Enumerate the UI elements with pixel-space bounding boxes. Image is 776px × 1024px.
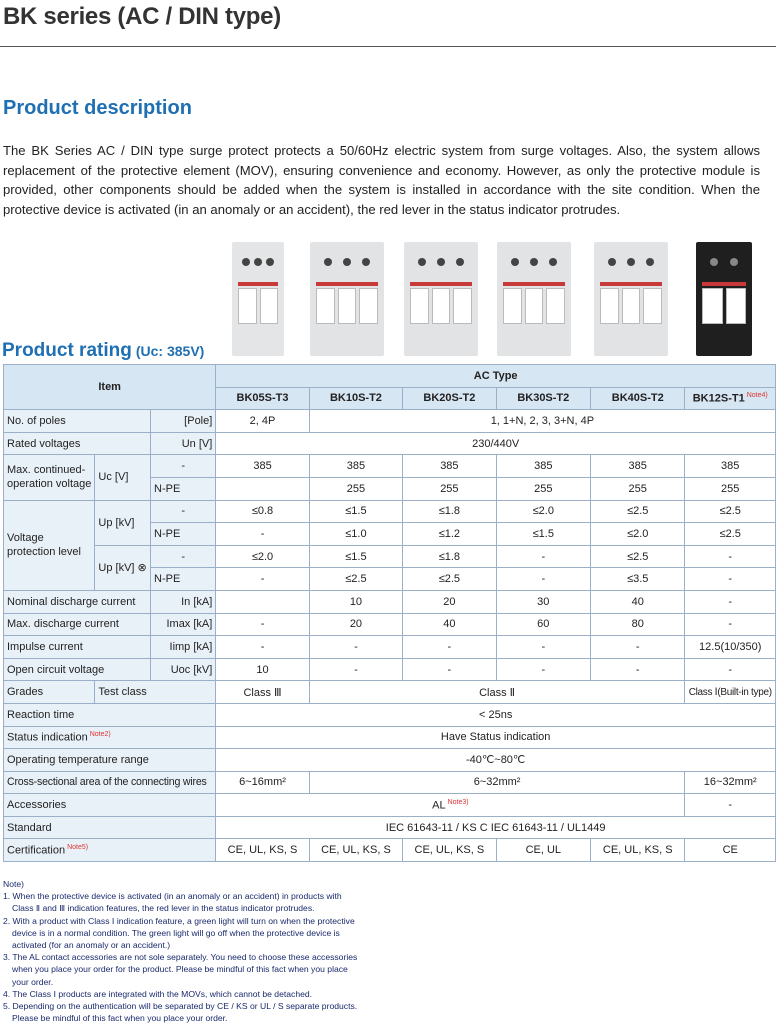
cell: ≤2.5 xyxy=(309,568,402,591)
cell: - xyxy=(309,658,402,681)
cell: 6~32mm² xyxy=(309,771,685,794)
model-header: BK30S-T2 xyxy=(496,387,590,410)
note-marker: Note3) xyxy=(447,798,469,806)
cell: - xyxy=(685,658,776,681)
page-title: BK series (AC / DIN type) xyxy=(3,3,281,30)
row-label: Nominal discharge current xyxy=(4,590,151,613)
row-sub: N-PE xyxy=(151,523,216,546)
cell: ≤1.8 xyxy=(403,500,496,523)
table-row xyxy=(4,839,776,862)
cell xyxy=(216,794,685,817)
row-label: Open circuit voltage xyxy=(4,658,151,681)
product-image-bk05s xyxy=(232,242,284,356)
cell: 40 xyxy=(403,613,496,636)
cell: - xyxy=(496,568,590,591)
cell: 230/440V xyxy=(216,432,776,455)
cell: ≤1.2 xyxy=(403,523,496,546)
cell: CE, UL, KS, S xyxy=(216,839,309,862)
table-row xyxy=(4,658,776,681)
model-header: BK10S-T2 xyxy=(309,387,402,410)
note-marker: Note4) xyxy=(746,392,768,400)
note-item: 5. Depending on the authentication will be separated by CE / KS or UL / S separate products. Please be mindful of this fact when you place your order. xyxy=(3,1001,358,1024)
cell: 385 xyxy=(403,455,496,478)
cell: 20 xyxy=(309,613,402,636)
cell: CE, UL xyxy=(496,839,590,862)
cell: ≤1.5 xyxy=(309,500,402,523)
row-label-text: Certification xyxy=(7,844,66,857)
cell: ≤1.5 xyxy=(309,545,402,568)
note-item: 4. The Class Ⅰ products are integrated with the MOVs, which cannot be detached. xyxy=(3,988,313,999)
row-sub: - xyxy=(151,455,216,478)
row-label: Grades xyxy=(4,681,95,704)
rating-title-text: Product rating xyxy=(2,340,132,361)
cell: 255 xyxy=(496,477,590,500)
cell: 255 xyxy=(403,477,496,500)
row-label: No. of poles xyxy=(4,410,151,433)
table-row xyxy=(4,771,776,794)
product-image-bk30s xyxy=(497,242,571,356)
model-header: BK05S-T3 xyxy=(216,387,309,410)
notes-heading: Note) xyxy=(3,879,25,889)
cell: ≤2.0 xyxy=(496,500,590,523)
table-row xyxy=(4,794,776,817)
table-row xyxy=(4,749,776,772)
cell: - xyxy=(685,613,776,636)
cell: ≤0.8 xyxy=(216,500,309,523)
cell: 255 xyxy=(309,477,402,500)
table-row xyxy=(4,590,776,613)
cell: 30 xyxy=(496,590,590,613)
cell: - xyxy=(216,568,309,591)
row-label: Reaction time xyxy=(4,703,216,726)
table-row xyxy=(4,636,776,659)
cell: - xyxy=(591,658,685,681)
description-paragraph: The BK Series AC / DIN type surge protect protects a 50/60Hz electric system from surge voltages. Also, the system allows replacement of the protective element (MOV), ensuring convenience and economy. However, as only the protective module is provided, other components should be added when the system is installed in accordance with the site condition. When the protective device is activated (in an anomaly or an accident), the red lever in the status indicator protrudes. xyxy=(3,143,760,217)
cell: Class Ⅱ xyxy=(309,681,685,704)
row-sub: Test class xyxy=(95,681,216,704)
row-unit: Uoc [kV] xyxy=(151,658,216,681)
row-sub: N-PE xyxy=(151,568,216,591)
cell: - xyxy=(496,545,590,568)
row-label xyxy=(4,726,216,749)
row-unit: Imax [kA] xyxy=(151,613,216,636)
row-sub: N-PE xyxy=(151,477,216,500)
note-marker: Note2) xyxy=(89,730,111,738)
row-label: Accessories xyxy=(4,794,216,817)
table-row xyxy=(4,545,776,568)
section-title: Product description xyxy=(3,97,192,119)
cell: ≤2.5 xyxy=(403,568,496,591)
cell: 10 xyxy=(309,590,402,613)
table-row xyxy=(4,613,776,636)
table-row xyxy=(4,726,776,749)
cell: Class Ⅰ(Built-in type) xyxy=(685,681,776,704)
table-row xyxy=(4,681,776,704)
cell xyxy=(216,477,309,500)
row-label: Voltage protection level xyxy=(4,500,95,590)
table-row xyxy=(4,432,776,455)
cell: - xyxy=(216,636,309,659)
cell: Have Status indication xyxy=(216,726,776,749)
cell xyxy=(216,590,309,613)
table-row xyxy=(4,816,776,839)
row-unit: [Pole] xyxy=(151,410,216,433)
cell: < 25ns xyxy=(216,703,776,726)
cell: 6~16mm² xyxy=(216,771,309,794)
cell: - xyxy=(403,658,496,681)
cell: -40℃~80℃ xyxy=(216,749,776,772)
cell: ≤3.5 xyxy=(591,568,685,591)
row-sub: - xyxy=(151,545,216,568)
cell: CE, UL, KS, S xyxy=(403,839,496,862)
cell: 60 xyxy=(496,613,590,636)
cell: 1, 1+N, 2, 3, 3+N, 4P xyxy=(309,410,775,433)
cell: ≤2.0 xyxy=(216,545,309,568)
product-image-bk40s xyxy=(594,242,668,356)
note-item: 3. The AL contact accessories are not sole separately. You need to choose these accessories when you place your order for the product. Please be mindful of this fact when you place your order. xyxy=(3,952,358,987)
row-unit: Uc [V] xyxy=(95,455,151,500)
product-image-bk12s xyxy=(696,242,752,356)
rating-table xyxy=(3,364,776,862)
title-divider xyxy=(0,46,776,47)
table-row xyxy=(4,500,776,523)
rating-subtitle: (Uc: 385V) xyxy=(135,343,205,359)
cell: - xyxy=(309,636,402,659)
cell: ≤2.5 xyxy=(685,500,776,523)
row-unit: Up [kV] ⊗ xyxy=(95,545,151,590)
table-row xyxy=(4,703,776,726)
model-header: BK40S-T2 xyxy=(591,387,685,410)
cell: 255 xyxy=(591,477,685,500)
table-row xyxy=(4,455,776,478)
product-image-bk20s xyxy=(404,242,478,356)
cell: Class Ⅲ xyxy=(216,681,309,704)
row-label-text: Status indication xyxy=(7,731,88,744)
cell: 16~32mm² xyxy=(685,771,776,794)
cell: - xyxy=(685,545,776,568)
cell: - xyxy=(685,794,776,817)
cell: - xyxy=(216,523,309,546)
cell: 80 xyxy=(591,613,685,636)
product-image-bk10s xyxy=(310,242,384,356)
row-unit: Un [V] xyxy=(151,432,216,455)
row-label: Standard xyxy=(4,816,216,839)
cell: - xyxy=(403,636,496,659)
cell: - xyxy=(496,636,590,659)
cell: ≤2.0 xyxy=(591,523,685,546)
cell-text: AL xyxy=(432,799,446,812)
cell: 385 xyxy=(685,455,776,478)
cell: 385 xyxy=(496,455,590,478)
cell: - xyxy=(496,658,590,681)
model-name: BK12S-T1 xyxy=(692,392,745,405)
cell: CE, UL, KS, S xyxy=(591,839,685,862)
row-sub: - xyxy=(151,500,216,523)
cell: 255 xyxy=(685,477,776,500)
row-label: Cross-sectional area of the connecting wires xyxy=(4,771,216,794)
cell: CE, UL, KS, S xyxy=(309,839,402,862)
cell: 385 xyxy=(591,455,685,478)
row-label: Rated voltages xyxy=(4,432,151,455)
cell: - xyxy=(685,568,776,591)
cell: ≤2.5 xyxy=(591,545,685,568)
row-unit: Iimp [kA] xyxy=(151,636,216,659)
model-header: BK20S-T2 xyxy=(403,387,496,410)
product-rating-title xyxy=(2,340,204,362)
cell: 385 xyxy=(216,455,309,478)
table-row xyxy=(4,410,776,433)
model-header xyxy=(685,387,776,410)
notes-section xyxy=(3,878,363,1024)
cell: 20 xyxy=(403,590,496,613)
note-item: 1. When the protective device is activated (in an anomaly or an accident) in products with Class Ⅱ and Ⅲ indication features, the red lever in the status indicator protrudes. xyxy=(3,891,342,914)
cell: ≤2.5 xyxy=(591,500,685,523)
cell: IEC 61643-11 / KS C IEC 61643-11 / UL1449 xyxy=(216,816,776,839)
row-unit: Up [kV] xyxy=(95,500,151,545)
item-header: Item xyxy=(4,365,216,410)
cell: ≤1.0 xyxy=(309,523,402,546)
note-marker: Note5) xyxy=(67,843,89,851)
cell: 40 xyxy=(591,590,685,613)
cell: ≤1.5 xyxy=(496,523,590,546)
cell: ≤2.5 xyxy=(685,523,776,546)
row-label xyxy=(4,839,216,862)
cell: 10 xyxy=(216,658,309,681)
row-label: Operating temperature range xyxy=(4,749,216,772)
row-unit: In [kA] xyxy=(151,590,216,613)
cell: 385 xyxy=(309,455,402,478)
row-label: Impulse current xyxy=(4,636,151,659)
cell: - xyxy=(216,613,309,636)
row-label: Max. continued-operation voltage xyxy=(4,455,95,500)
cell: CE xyxy=(685,839,776,862)
ac-type-header: AC Type xyxy=(216,365,776,388)
cell: ≤1.8 xyxy=(403,545,496,568)
row-label: Max. discharge current xyxy=(4,613,151,636)
product-images xyxy=(232,242,776,360)
cell: 2, 4P xyxy=(216,410,309,433)
cell: 12.5(10/350) xyxy=(685,636,776,659)
cell: - xyxy=(685,590,776,613)
cell: - xyxy=(591,636,685,659)
note-item: 2. With a product with Class Ⅰ indication feature, a green light will turn on when the protective device is in a normal condition. The green light will go off when the protective device is activated (for an anomaly or an accident.) xyxy=(3,915,355,951)
